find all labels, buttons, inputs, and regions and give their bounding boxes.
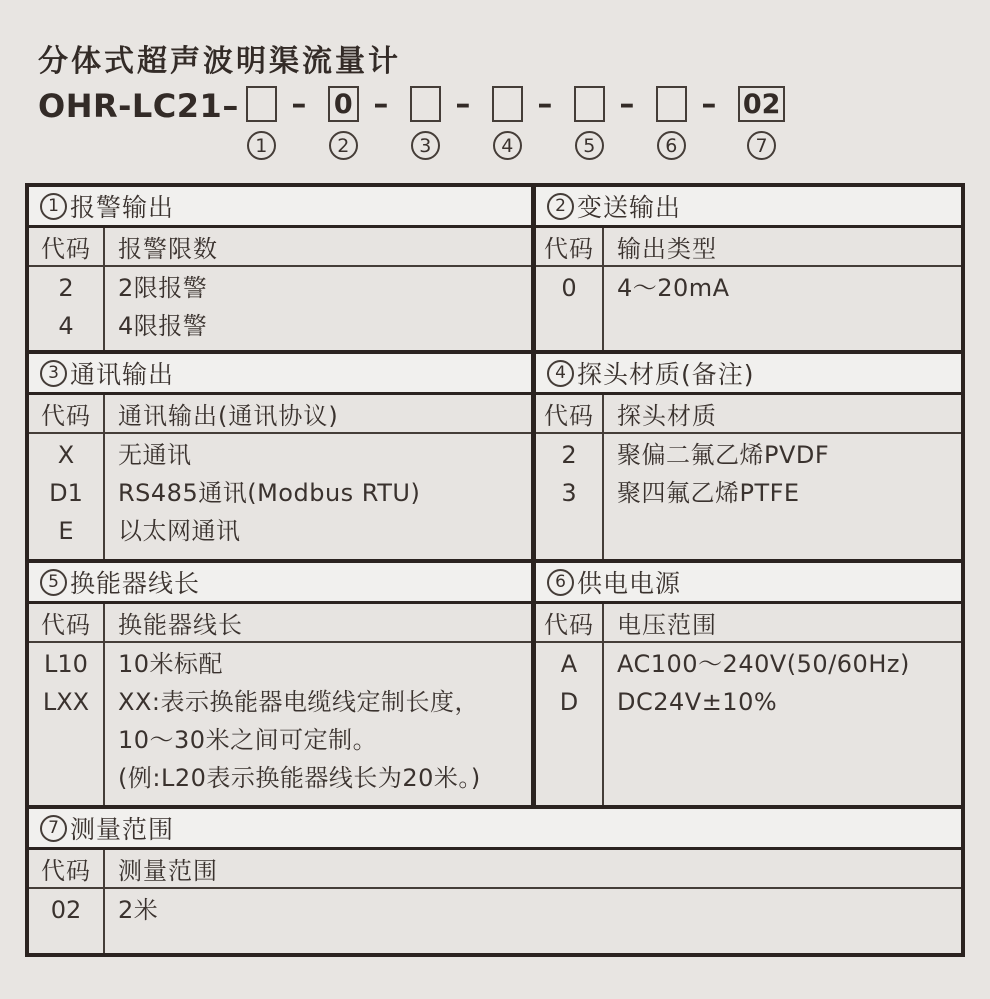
model-dash: – — [537, 87, 553, 122]
code-header: 代码 — [29, 395, 105, 432]
code-header: 代码 — [29, 604, 105, 641]
code-column — [29, 267, 105, 350]
section-title-text: 测量范围 — [70, 815, 175, 844]
section-power-supply — [536, 563, 961, 805]
code-header: 代码 — [536, 395, 604, 432]
section-body — [536, 267, 961, 350]
desc-cell: 2限报警 — [118, 274, 208, 302]
model-code-line — [38, 86, 785, 160]
model-slot-box-5 — [574, 86, 605, 122]
page-title: 分体式超声波明渠流量计 — [38, 44, 401, 79]
code-cell: A — [560, 650, 578, 678]
circled-number-icon: 7 — [40, 815, 67, 842]
desc-header: 探头材质 — [617, 402, 717, 430]
desc-column — [604, 267, 961, 350]
model-slot-box-6 — [656, 86, 687, 122]
section-header-row — [536, 228, 961, 267]
model-prefix: OHR-LC21– — [38, 87, 239, 125]
table-band-2 — [29, 350, 961, 559]
circled-number-icon: 3 — [40, 360, 67, 387]
desc-header: 电压范围 — [617, 611, 717, 639]
section-header-row — [29, 395, 531, 434]
model-slot-5 — [574, 86, 605, 160]
section-header-row — [29, 850, 961, 889]
section-header-row — [29, 228, 531, 267]
circled-number-1: 1 — [247, 131, 276, 160]
section-title-row — [29, 187, 531, 228]
code-cell: 0 — [561, 274, 577, 302]
section-body — [29, 889, 961, 953]
model-dash: – — [291, 87, 307, 122]
code-header: 代码 — [29, 850, 105, 887]
circled-number-7: 7 — [747, 131, 776, 160]
code-header: 代码 — [536, 604, 604, 641]
code-column — [29, 434, 105, 559]
code-cell: X — [57, 441, 75, 469]
desc-column — [604, 434, 961, 559]
model-slot-4 — [492, 86, 523, 160]
section-title-text: 换能器线长 — [70, 569, 201, 598]
circled-number-icon: 2 — [547, 193, 574, 220]
section-body — [536, 434, 961, 559]
code-cell: D1 — [49, 479, 83, 507]
table-band-1 — [29, 187, 961, 350]
circled-number-5: 5 — [575, 131, 604, 160]
code-header: 代码 — [29, 228, 105, 265]
code-column — [536, 643, 604, 805]
ordering-spec-table — [25, 183, 965, 957]
desc-header: 通讯输出(通讯协议) — [118, 402, 339, 430]
desc-cell: 无通讯 — [118, 441, 192, 469]
section-title-text: 通讯输出 — [70, 360, 175, 389]
code-cell: D — [559, 688, 579, 716]
model-slot-box-4 — [492, 86, 523, 122]
model-slot-6 — [656, 86, 687, 160]
model-dash: – — [455, 87, 471, 122]
desc-cell: DC24V±10% — [617, 688, 778, 716]
desc-cell: XX:表示换能器电缆线定制长度， — [118, 688, 479, 716]
circled-number-icon: 6 — [547, 569, 574, 596]
circled-number-6: 6 — [657, 131, 686, 160]
section-alarm-output — [29, 187, 536, 350]
desc-cell: 10～30米之间可定制。 — [118, 726, 378, 754]
model-dash: – — [619, 87, 635, 122]
model-slot-3 — [410, 86, 441, 160]
desc-column — [105, 643, 531, 805]
code-column — [536, 267, 604, 350]
model-slot-box-2: 0 — [328, 86, 359, 122]
desc-cell: 2米 — [118, 896, 159, 924]
desc-column — [604, 643, 961, 805]
desc-cell: 4限报警 — [118, 312, 208, 340]
circled-number-3: 3 — [411, 131, 440, 160]
model-slot-box-7: 02 — [738, 86, 786, 122]
section-title-row — [536, 563, 961, 604]
model-slot-2 — [328, 86, 359, 160]
code-cell: LXX — [42, 688, 90, 716]
desc-cell: 聚偏二氟乙烯PVDF — [617, 441, 830, 469]
code-header: 代码 — [536, 228, 604, 265]
section-transducer-cable — [29, 563, 536, 805]
code-column — [29, 643, 105, 805]
desc-header: 输出类型 — [617, 235, 717, 263]
code-cell: 3 — [561, 479, 577, 507]
code-cell: L10 — [44, 650, 88, 678]
section-body — [29, 643, 531, 805]
model-slot-7 — [738, 86, 786, 160]
desc-cell: 聚四氟乙烯PTFE — [617, 479, 800, 507]
section-header-row — [29, 604, 531, 643]
section-title-text: 探头材质(备注) — [577, 360, 755, 389]
code-cell: 4 — [58, 312, 74, 340]
code-cell: 2 — [58, 274, 74, 302]
code-cell: E — [58, 517, 74, 545]
section-title-row — [29, 354, 531, 395]
desc-cell: (例:L20表示换能器线长为20米。) — [118, 764, 481, 792]
model-dash: – — [373, 87, 389, 122]
model-slot-box-3 — [410, 86, 441, 122]
section-title-row — [29, 809, 961, 850]
desc-header: 换能器线长 — [118, 611, 243, 639]
section-title-text: 报警输出 — [70, 193, 175, 222]
circled-number-2: 2 — [329, 131, 358, 160]
desc-column — [105, 267, 531, 350]
circled-number-icon: 5 — [40, 569, 67, 596]
section-body — [29, 434, 531, 559]
model-slot-box-1 — [246, 86, 277, 122]
section-title-row — [536, 187, 961, 228]
section-title-row — [29, 563, 531, 604]
code-column — [536, 434, 604, 559]
section-body — [536, 643, 961, 805]
code-cell: 02 — [50, 896, 82, 924]
model-slot-1 — [246, 86, 277, 160]
desc-column — [105, 434, 531, 559]
section-header-row — [536, 395, 961, 434]
desc-cell: 4～20mA — [617, 274, 730, 302]
section-transmit-output — [536, 187, 961, 350]
table-band-3 — [29, 559, 961, 805]
section-header-row — [536, 604, 961, 643]
section-title-row — [536, 354, 961, 395]
section-title-text: 变送输出 — [577, 193, 682, 222]
code-cell: 2 — [561, 441, 577, 469]
model-dash: – — [701, 87, 717, 122]
section-title-text: 供电电源 — [577, 569, 682, 598]
section-probe-material — [536, 354, 961, 559]
desc-header: 测量范围 — [118, 857, 218, 885]
desc-cell: AC100～240V(50/60Hz) — [617, 650, 910, 678]
circled-number-4: 4 — [493, 131, 522, 160]
circled-number-icon: 1 — [40, 193, 67, 220]
desc-header: 报警限数 — [118, 235, 218, 263]
section-body — [29, 267, 531, 350]
desc-column — [105, 889, 961, 953]
desc-cell: RS485通讯(Modbus RTU) — [118, 479, 421, 507]
section-measure-range — [29, 805, 961, 953]
circled-number-icon: 4 — [547, 360, 574, 387]
desc-cell: 10米标配 — [118, 650, 224, 678]
code-column — [29, 889, 105, 953]
desc-cell: 以太网通讯 — [118, 517, 241, 545]
section-comm-output — [29, 354, 536, 559]
